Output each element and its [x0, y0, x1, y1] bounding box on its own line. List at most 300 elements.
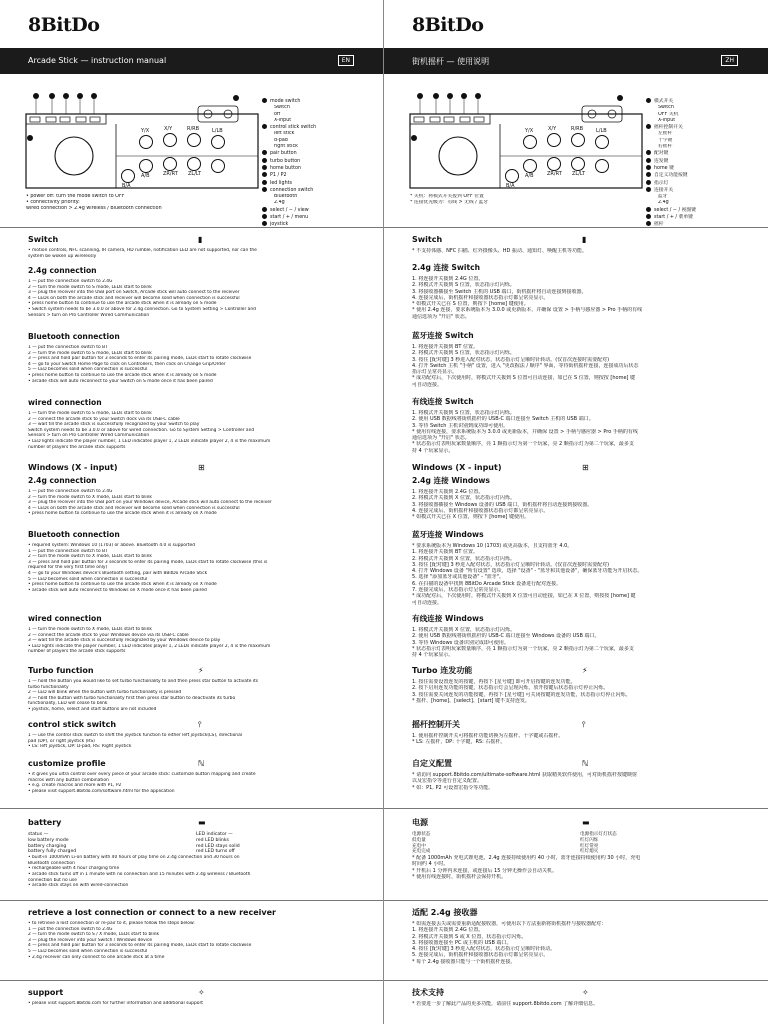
- section-title: 有线连接 Switch: [412, 397, 474, 406]
- legend-label: control stick switch: [270, 125, 317, 131]
- turbo-icon: ⚡: [582, 666, 588, 675]
- section-text: Switch system needs to be 3.0.0 or above for wired connection. Go to System Setting > Controller and: [28, 427, 255, 433]
- section-title: retrieve a lost connection or connect to a new receiver: [28, 908, 276, 917]
- bullet-icon: [646, 158, 651, 163]
- legend-label: 右摇杆: [658, 144, 673, 150]
- section-text: number of players the arcade stick supports: [28, 444, 126, 450]
- svg-text:R/RB: R/RB: [187, 126, 200, 132]
- section-text: • to retrieve a lost connection or re-pair to it, please follow the steps below:: [28, 921, 195, 926]
- legend-label: turbo button: [270, 158, 301, 164]
- section-text: 1 — hold the button you would like to set turbo functionality to and then press star button to activate its: [28, 679, 259, 684]
- legend-label: 2.4g: [274, 200, 285, 206]
- legend-item: [262, 158, 380, 165]
- language-badge: ZH: [721, 55, 738, 66]
- section-text: • press home button to continue to use the arcade stick when it is already on S mode: [28, 301, 217, 307]
- section-text: turbo functionality: [28, 684, 69, 690]
- battery-status: 电源状态: [412, 832, 431, 837]
- section-text: • press home button to continue to use the arcade stick when it is already on X mode: [28, 511, 217, 517]
- battery-led: 红灯常亮: [580, 843, 599, 849]
- bullet-icon: [262, 207, 267, 212]
- section-text: 持 4 个玩家显示。: [412, 447, 454, 454]
- section-text: 1. 将模式开关拨到 S 位置，状态指示灯闪烁。: [412, 410, 515, 416]
- legend-label: joystick: [270, 222, 289, 228]
- legend-label: 摇杆控制开关: [654, 125, 683, 131]
- section-text: 1 — put the connection switch to BT: [28, 548, 108, 554]
- battery-led: red LED stays solid: [196, 843, 240, 849]
- section-text: 2 — turn the mode switch to X mode, LEDs start to blink: [28, 494, 152, 500]
- bullet-icon: [262, 187, 267, 192]
- section-text: 可自动连接。: [412, 599, 443, 606]
- section-text: 3. 等待 Switch 主机识别到成功即可使用。: [412, 422, 509, 429]
- section: [28, 908, 368, 960]
- section-text: 1. 使用摇杆控制开关可将摇杆功能切换为左摇杆、十字键或右摇杆。: [412, 733, 564, 739]
- section-title: 有线连接 Windows: [412, 614, 484, 623]
- section-text: 2. 按下启用连发功能的按键，状态指示灯会呈现闪烁，放开按键后状态指示灯停止闪烁。: [412, 685, 609, 692]
- section-text: number of players the arcade stick supports: [28, 649, 126, 655]
- svg-text:Y/X: Y/X: [525, 128, 534, 134]
- divider: [384, 808, 768, 809]
- legend-label: connection switch: [270, 187, 314, 193]
- legend-label: 2.4g: [658, 200, 669, 206]
- svg-text:ZR/RT: ZR/RT: [163, 171, 178, 177]
- divider: [0, 227, 384, 228]
- battery-status: low battery mode: [28, 837, 69, 843]
- section: [28, 235, 368, 259]
- legend-label: right stick: [274, 144, 298, 150]
- battery-status: status —: [28, 832, 49, 837]
- svg-text:L/LB: L/LB: [212, 128, 223, 134]
- section-text: 3. 将接收器连接至 PC 或主机的 USB 端口。: [412, 939, 512, 946]
- section-text: 1. 将连接开关拨到 2.4G 位置。: [412, 927, 484, 934]
- svg-text:ZL/LT: ZL/LT: [188, 171, 202, 177]
- section-text: * 使用 2.4g 连接，要求系统版本为 3.0.0 或更新版本，并确保 设置 > 手柄与感应器 > Pro 手柄的有线: [412, 307, 643, 314]
- divider: [384, 980, 768, 981]
- svg-text:ZL/LT: ZL/LT: [572, 171, 586, 177]
- stick-icon: ⫯: [582, 720, 586, 729]
- section-text: 2. 将模式开关拨到 S 位置，状态指示灯闪烁。: [412, 350, 515, 357]
- battery-led: 红灯熄灭: [580, 849, 599, 855]
- section-text: 1. 将模式开关拨到 X 位置，状态指示灯闪烁。: [412, 627, 515, 633]
- section-text: 通信选项为 "开启" 状态。: [412, 435, 470, 442]
- section-text: • LED lights indicate the player number, 1 LED indicates player 1, 2 LEDs indicate player 2, 4 is the maximum: [28, 438, 271, 444]
- section-text: 2 — turn the mode switch to S mode, LEDs start to blink: [28, 284, 152, 290]
- legend-label: X-input: [658, 117, 676, 123]
- section-text: * 不支持体感、NFC 扫描、红外摄像头、HD 振动、通知灯、唤醒主机等功能。: [412, 248, 587, 254]
- switch-icon: ▮: [198, 235, 203, 244]
- legend-label: Bluetooth: [274, 194, 298, 200]
- legend-label: off: [274, 111, 281, 117]
- legend-item: [262, 150, 380, 157]
- bullet-icon: [646, 187, 651, 192]
- section-title: Switch: [28, 235, 59, 244]
- divider: [384, 227, 768, 228]
- section-text: * 如：P1, P2 可设置宏指令等功能。: [412, 784, 494, 791]
- section-title: 摇杆控制开关: [412, 720, 460, 729]
- section: [28, 398, 368, 450]
- section-text: * 请访问 support.8bitdo.com/ultimate-software.html 获取精英软件使用，可对街机摇杆按键映射: [412, 772, 637, 778]
- legend-label: 连接开关: [654, 187, 674, 193]
- section-text: macros with any button combination: [28, 777, 109, 783]
- divider: [384, 900, 768, 901]
- section-text: * 每个 2.4g 接收器只能与一个街机摇杆连接。: [412, 958, 516, 965]
- section-title: Windows (X - input): [28, 463, 118, 472]
- section: [412, 530, 752, 606]
- legend-label: 左摇杆: [658, 131, 673, 137]
- battery-led: 电源指示灯灯状态: [580, 832, 617, 837]
- battery-icon: ▬: [582, 818, 590, 827]
- section-text: 1 — put the connection switch to 2.4G: [28, 489, 113, 494]
- section-text: • joystick, home, select and start buttons are not included: [28, 706, 157, 712]
- battery-note: * 配备 1000mAh 充电式锂电池，2.4g 连接持续使用约 40 小时，蓝牙连接持续使用约 30 小时，充电: [412, 855, 641, 862]
- section-text: 3 — plug the receiver into the USB port on Switch, Arcade stick will auto connect to the receiver: [28, 290, 240, 296]
- section-text: • please visit support.8bitdo.com/software.html for the application: [28, 788, 175, 794]
- section: [28, 530, 368, 593]
- svg-text:A/B: A/B: [141, 173, 150, 179]
- bullet-icon: [262, 150, 267, 155]
- section: [412, 463, 752, 476]
- svg-text:ZR/RT: ZR/RT: [547, 171, 562, 177]
- legend-item: [262, 165, 380, 172]
- battery-status: 充电中: [412, 843, 426, 849]
- battery-led: 红灯闪烁: [580, 837, 599, 843]
- section: [412, 614, 752, 658]
- bullet-icon: [262, 98, 267, 103]
- section-title: 2.4g connection: [28, 476, 97, 485]
- section: [28, 720, 368, 750]
- section-title: wired connection: [28, 614, 102, 623]
- stick-icon: ⫯: [198, 720, 202, 729]
- section-text: 1 — put the connection switch to 2.4G: [28, 926, 113, 932]
- section-text: • press home button to continue to use the arcade stick when it is already on S mode: [28, 372, 217, 378]
- manual-title: Arcade Stick — instruction manual: [28, 56, 167, 65]
- section-title: wired connection: [28, 398, 102, 407]
- battery-note: • arcade stick stays on with wired-connection: [28, 883, 129, 889]
- section: [28, 614, 368, 655]
- section: [28, 759, 368, 794]
- battery-status: battery charging: [28, 843, 67, 849]
- legend-item: [646, 172, 764, 179]
- section-text: 3. 按住 [配对键] 3 秒进入配对状态，状态指示灯呈顺时针转动。(仅首次连接时需要配对): [412, 561, 610, 568]
- section-text: 2 — LED will blink when the button with turbo functionality is pressed: [28, 690, 182, 696]
- section: [28, 666, 368, 713]
- section-text: 4. 连接完成后，街机摇杆和接收器状态指示灯都呈常亮显示。: [412, 507, 549, 514]
- section: [412, 263, 752, 320]
- battery-note: 时间约 4 小时。: [412, 861, 449, 868]
- legend-item: [262, 180, 380, 187]
- battery-status: battery fully charged: [28, 849, 77, 855]
- legend-item: [262, 214, 380, 221]
- section-text: 1. 按住需要设置连发的按键，再按下 [星号键] 即可开启按键的连发功能。: [412, 679, 576, 685]
- manual-title: 街机摇杆 — 使用说明: [412, 57, 490, 66]
- bullet-icon: [646, 124, 651, 129]
- section-text: 3 — plug the receiver into the USB port on your Windows device, Arcade stick will auto connect to the receiver: [28, 500, 272, 506]
- power-notes: [26, 194, 256, 212]
- power-notes: [410, 194, 640, 206]
- battery-icon: ▬: [198, 818, 206, 827]
- section-text: 4. 连接完成后，街机摇杆和接收器状态指示灯都呈常亮显示。: [412, 294, 549, 301]
- battery-led: red LED turns off: [196, 849, 235, 855]
- divider: [0, 980, 384, 981]
- legend-label: 十字键: [658, 137, 673, 143]
- section-text: 1. 将连接开关拨到 2.4G 位置。: [412, 276, 484, 282]
- legend-label: 摇杆: [654, 222, 664, 228]
- section-text: 4 — LEDs on both the arcade stick and receiver will become solid when connection is successful: [28, 505, 240, 511]
- bullet-icon: [262, 221, 267, 226]
- section-text: 4. 打开 Windows 设备 "所有设置" 选项，选择 "设备" - "蓝牙和其他设备"，确保蓝牙功能为开启状态。: [412, 568, 643, 575]
- section-text: 可自动连接。: [412, 381, 443, 388]
- section: [412, 908, 752, 965]
- section-text: • press home button to continue to use the arcade stick when it is already on X mode: [28, 582, 217, 588]
- chinese-column: [384, 0, 768, 1024]
- legend-item: [262, 172, 380, 179]
- legend-label: select / − / 视图键: [654, 207, 696, 213]
- section-text: 3. 按住 [配对键] 3 秒进入配对状态，状态指示灯呈顺时针转动。(仅首次连接时需要配对): [412, 356, 610, 363]
- section-text: 5. 连接完成后，街机摇杆和接收器状态指示灯都呈常亮显示。: [412, 952, 549, 959]
- section-text: 4 — go to your Switch Home Page to click on Controllers, then click on Change Grip/Order: [28, 361, 226, 367]
- diagram-area: [22, 92, 262, 192]
- section-text: pad (DP), or right joystick (RS): [28, 738, 95, 744]
- section-title: 电源: [412, 818, 428, 827]
- section-text: * 如需连接丢失或需要重新适配接收器，可使用以下方法重新将街机摇杆与接收器配对：: [412, 921, 607, 927]
- arcade-stick-diagram: [406, 92, 646, 192]
- section-text: * 状态指示灯表明玩家数量顺序，亮 1 颗指示灯为第一个玩家，亮 2 颗指示灯为第二个玩家，最多支: [412, 441, 634, 448]
- legend-item: [262, 207, 380, 214]
- turbo-icon: ⚡: [198, 666, 204, 675]
- section-text: * 若要进一步了解此产品的更多功能，请前往 support.8bitdo.com 了解详细信息。: [412, 1001, 599, 1007]
- diagram-legend: [646, 98, 764, 229]
- section-text: * 要求系统版本为 Windows 10 (1703) 或更高版本，且支持蓝牙 4.0。: [412, 543, 573, 549]
- section: [28, 988, 368, 1007]
- support-icon: ✧: [198, 988, 205, 997]
- legend-label: 模式开关: [654, 99, 674, 104]
- legend-item: [646, 187, 764, 194]
- battery-note: • built-in 1000mAh Li-on battery with 40 hours of play time on 2.4g connection and 30 hours on: [28, 855, 240, 861]
- section-text: * 如模式开关已在 S 位置，则按下 [home] 键使用。: [412, 301, 529, 308]
- battery-status: 低电量: [412, 837, 426, 843]
- legend-label: Switch: [274, 105, 290, 111]
- section-text: 持 4 个玩家显示。: [412, 652, 454, 659]
- legend-label: start / + / menu: [270, 215, 309, 221]
- section-text: 5 — LED becomes solid when connection is successful: [28, 367, 148, 373]
- section-text: 6. 在扫描的设备中找到 8BitDo Arcade Stick 设备进行配对连接。: [412, 580, 562, 587]
- section-text: 2 — turn the mode switch to X mode, LEDs start to blink: [28, 554, 152, 560]
- diagram-area: [406, 92, 646, 192]
- section-text: Sensors > turn on Pro Controller Wired Communication: [28, 312, 150, 318]
- legend-label: 配对键: [654, 151, 669, 157]
- section-title: 蓝牙连接 Switch: [412, 331, 474, 340]
- battery-section: [28, 818, 368, 831]
- legend-item: [646, 124, 764, 131]
- section-text: 以及宏指令等进行自定义配置。: [412, 778, 483, 785]
- section-text: 3. 按住需要关闭连发的功能按键，再按下 [星号键] 可关闭按键的连发功能，状态指示灯停止闪烁。: [412, 691, 631, 698]
- legend-item: [646, 180, 764, 187]
- section-title: Turbo 连发功能: [412, 666, 473, 675]
- section: [28, 463, 368, 476]
- title-bar: [0, 48, 384, 74]
- legend-label: X-input: [274, 117, 292, 123]
- section: [412, 666, 752, 704]
- section-text: * 如模式开关已在 X 位置，则按下 [home] 键使用。: [412, 514, 529, 521]
- section-title: 蓝牙连接 Windows: [412, 530, 484, 539]
- section-text: • LS: left joystick, DP: D-pad, RS: Right joystick: [28, 744, 132, 750]
- legend-label: select / − / view: [270, 207, 309, 213]
- bullet-icon: [262, 180, 267, 185]
- section-text: 4 — press and hold pair button for 3 seconds to enter its pairing mode, LEDs start to rotate clockwise: [28, 943, 252, 949]
- bullet-icon: [646, 98, 651, 103]
- legend-label: 连发键: [654, 158, 669, 164]
- section-text: 通信选项为 "开启" 状态。: [412, 313, 470, 320]
- section-text: * LS: 左摇杆，DP: 十字键，RS: 右摇杆。: [412, 739, 506, 746]
- bullet-icon: [646, 165, 651, 170]
- battery-section: [412, 818, 752, 831]
- section-text: • Switch system needs to be 3.0.0 or above for 2.4g connection. Go to System Setting > Controller and: [28, 306, 256, 312]
- battery-note: • arcade stick turns off in 1 minute with no connection and 15 minutes with 2.4g wireless / Bluetooth: [28, 871, 251, 877]
- battery-led: red LED blinks: [196, 837, 229, 843]
- section-title: 2.4g 连接 Windows: [412, 476, 490, 485]
- section-text: • it gives you ultra control over every piece of your arcade stick: customize button mapping and create: [28, 772, 256, 777]
- svg-text:Y/X: Y/X: [141, 128, 150, 134]
- section-text: 2. 将模式开关拨到 S 或 X 位置，状态指示灯闪烁。: [412, 933, 527, 940]
- section-title: 2.4g 连接 Switch: [412, 263, 480, 272]
- section-text: 1. 将连接开关拨到 2.4G 位置。: [412, 489, 484, 495]
- section-text: 2. 将模式开关拨到 X 位置，状态指示灯闪烁。: [412, 495, 515, 502]
- section-text: 1. 将连接开关拨到 BT 位置。: [412, 549, 479, 556]
- legend-label: P1 / P2: [270, 173, 287, 179]
- section-text: 3 — hold the button with turbo functionality first then press star button to deactivate its turbo: [28, 695, 236, 701]
- support-icon: ✧: [582, 988, 589, 997]
- section-text: 1. 将连接开关拨到 BT 位置。: [412, 344, 479, 350]
- section-text: Sensors > turn on Pro Controller Wired Communication: [28, 433, 150, 439]
- legend-label: 自定义功能按键: [654, 173, 688, 179]
- section-text: 2 — connect the arcade stick to your Switch dock via its USB-C cable: [28, 416, 180, 422]
- section-text: 3. 将接收器插接至 Switch 主机的 USB 端口，街机摇杆将自动连接到接收器。: [412, 288, 587, 295]
- legend-label: start / + / 菜单键: [654, 215, 693, 221]
- section-title: battery: [28, 818, 62, 827]
- legend-item: [646, 158, 764, 165]
- section-title: 自定义配置: [412, 759, 452, 768]
- legend-item: [646, 214, 764, 221]
- section-text: * 状态指示灯表明玩家数量顺序，亮 1 颗指示灯为第一个玩家，亮 2 颗指示灯为第二个玩家，最多支: [412, 645, 634, 652]
- section-text: • please visit support.8bitdo.com for further information and additional support: [28, 1001, 203, 1006]
- legend-item: [646, 98, 764, 105]
- legend-item: [262, 98, 380, 105]
- bullet-icon: [262, 172, 267, 177]
- section-text: • e.g. create macros and more with P1, P2: [28, 783, 122, 789]
- battery-note: Bluetooth connection: [28, 860, 75, 866]
- legend-label: led lights: [270, 180, 292, 186]
- svg-text:L/LB: L/LB: [596, 128, 607, 134]
- section-text: 2 — turn the mode switch to S mode, LEDs start to blink: [28, 350, 152, 356]
- legend-label: mode switch: [270, 99, 301, 104]
- legend-item: [262, 187, 380, 194]
- note-line: * 连接优先级为：有线 > 无线 / 蓝牙: [410, 200, 489, 205]
- battery-note: connection but no use: [28, 877, 77, 883]
- legend-label: home button: [270, 165, 301, 171]
- legend-label: 蓝牙: [658, 194, 668, 200]
- section-text: 1 — use the control stick switch to shift the joystick function to either left joystick(LS), directional: [28, 733, 242, 738]
- svg-text:X/Y: X/Y: [164, 126, 173, 132]
- section-title: customize profile: [28, 759, 106, 768]
- section-text: 2. 使用 USB 数据线将街机摇杆的 USB-C 端口连接至 Windows 设备的 USB 端口。: [412, 633, 600, 640]
- legend-item: [646, 150, 764, 157]
- section-text: 2 — turn the mode switch to S / X mode, LEDs start to blink: [28, 932, 160, 938]
- section-text: 1 — put the connection switch to BT: [28, 345, 108, 350]
- section-text: • arcade stick will auto reconnect to your Switch on S mode once it has been paired: [28, 378, 213, 384]
- section-text: 1 — turn the mode switch to S mode, LEDs start to blink: [28, 411, 152, 416]
- section-text: 2 — connect the arcade stick to your Windows device via its USB-C cable: [28, 632, 189, 638]
- bullet-icon: [646, 150, 651, 155]
- battery-note: • rechargeable with 4 hour charging time: [28, 866, 120, 872]
- windows-icon: ⊞: [582, 463, 589, 472]
- bullet-icon: [646, 214, 651, 219]
- section-title: 技术支持: [412, 988, 444, 997]
- legend-label: pair button: [270, 151, 297, 157]
- legend-label: d-pad: [274, 137, 288, 143]
- section: [412, 720, 752, 746]
- profile-icon: ℕ: [582, 759, 589, 768]
- bullet-icon: [262, 165, 267, 170]
- section-text: • motion controls, NFC scanning, IR camera, HD rumble, notification LED are not supported, nor can the: [28, 248, 257, 253]
- note-line: wired connection > 2.4g wireless / Bluetooth connection: [26, 206, 162, 211]
- diagram-legend: [262, 98, 380, 229]
- note-line: * 关机：将模式开关拨到 OFF 位置: [410, 194, 484, 199]
- svg-text:R/RB: R/RB: [571, 126, 584, 132]
- language-badge: EN: [338, 55, 354, 66]
- section-text: 4 — go to your Windows device's Bluetooth setting, pair with 8BitDo Arcade Stick: [28, 570, 208, 576]
- battery-note: * 使用有线连接时，街机摇杆会保持开机。: [412, 874, 507, 881]
- section: [412, 235, 752, 254]
- legend-label: Switch: [658, 105, 674, 111]
- svg-text:X/Y: X/Y: [548, 126, 557, 132]
- section-text: 5 — LED becomes solid when connection is successful: [28, 948, 148, 954]
- arcade-stick-diagram: [22, 92, 262, 192]
- section-text: • arcade stick will auto reconnect to Windows on X mode once it has been paired: [28, 587, 207, 593]
- section-text: 7. 连接完成后，状态指示灯呈常亮显示。: [412, 587, 504, 594]
- section-title: Turbo function: [28, 666, 94, 675]
- section-text: • required system: Windows 10 (1703) or above. Bluetooth 4.0 is supported: [28, 543, 195, 548]
- legend-label: left stick: [274, 131, 295, 137]
- section-text: system be woken up wirelessly: [28, 253, 97, 259]
- svg-text:B/A: B/A: [506, 183, 515, 189]
- legend-item: [646, 207, 764, 214]
- section-text: 5. 选择 "添加蓝牙或其他设备" - "蓝牙"。: [412, 574, 505, 581]
- section-text: 3 — wait till the arcade stick is successfully recognized by your Windows device to play: [28, 638, 221, 644]
- switch-icon: ▮: [582, 235, 587, 244]
- note-line: • power off: turn the mode switch to OFF: [26, 194, 125, 199]
- section-text: • LED lights indicate the player number, 1 LED indicates player 1, 2 LEDs indicate player 2, 4 is the maximum: [28, 643, 271, 649]
- section: [412, 476, 752, 520]
- section-text: 1 — turn the mode switch to X mode, LEDs start to blink: [28, 627, 152, 632]
- section-text: 5 — LED becomes solid when connection is successful: [28, 576, 148, 582]
- section-text: • 2.4g receiver can only connect to one arcade stick at a time: [28, 954, 165, 960]
- brand-logo: 8BitDo: [28, 14, 100, 36]
- bullet-icon: [646, 180, 651, 185]
- section-text: 3 — wait till the arcade stick is successfully recognized by your Switch to play: [28, 422, 200, 428]
- section-text: 2. 将模式开关拨到 X 位置，状态指示灯闪烁。: [412, 555, 515, 562]
- legend-item: [262, 124, 380, 131]
- section-text: 4. 打开 Switch 主机 "手柄" 设置，进入 "更改握法 / 顺序" 界面，等待街机摇杆连接，连接成功后状态: [412, 362, 639, 369]
- legend-label: home 键: [654, 165, 674, 171]
- section-text: 1 — put the connection switch to 2.4G: [28, 279, 113, 284]
- section-text: 3 — plug the receiver into your Switch / Windows device: [28, 937, 153, 943]
- section: [28, 266, 368, 318]
- section: [28, 476, 368, 517]
- section-title: control stick switch: [28, 720, 117, 729]
- windows-icon: ⊞: [198, 463, 205, 472]
- section-text: 4. 按住 [配对键] 3 秒进入配对状态，状态指示灯呈顺时针转动。: [412, 946, 556, 953]
- section: [412, 759, 752, 791]
- section-title: Switch: [412, 235, 443, 244]
